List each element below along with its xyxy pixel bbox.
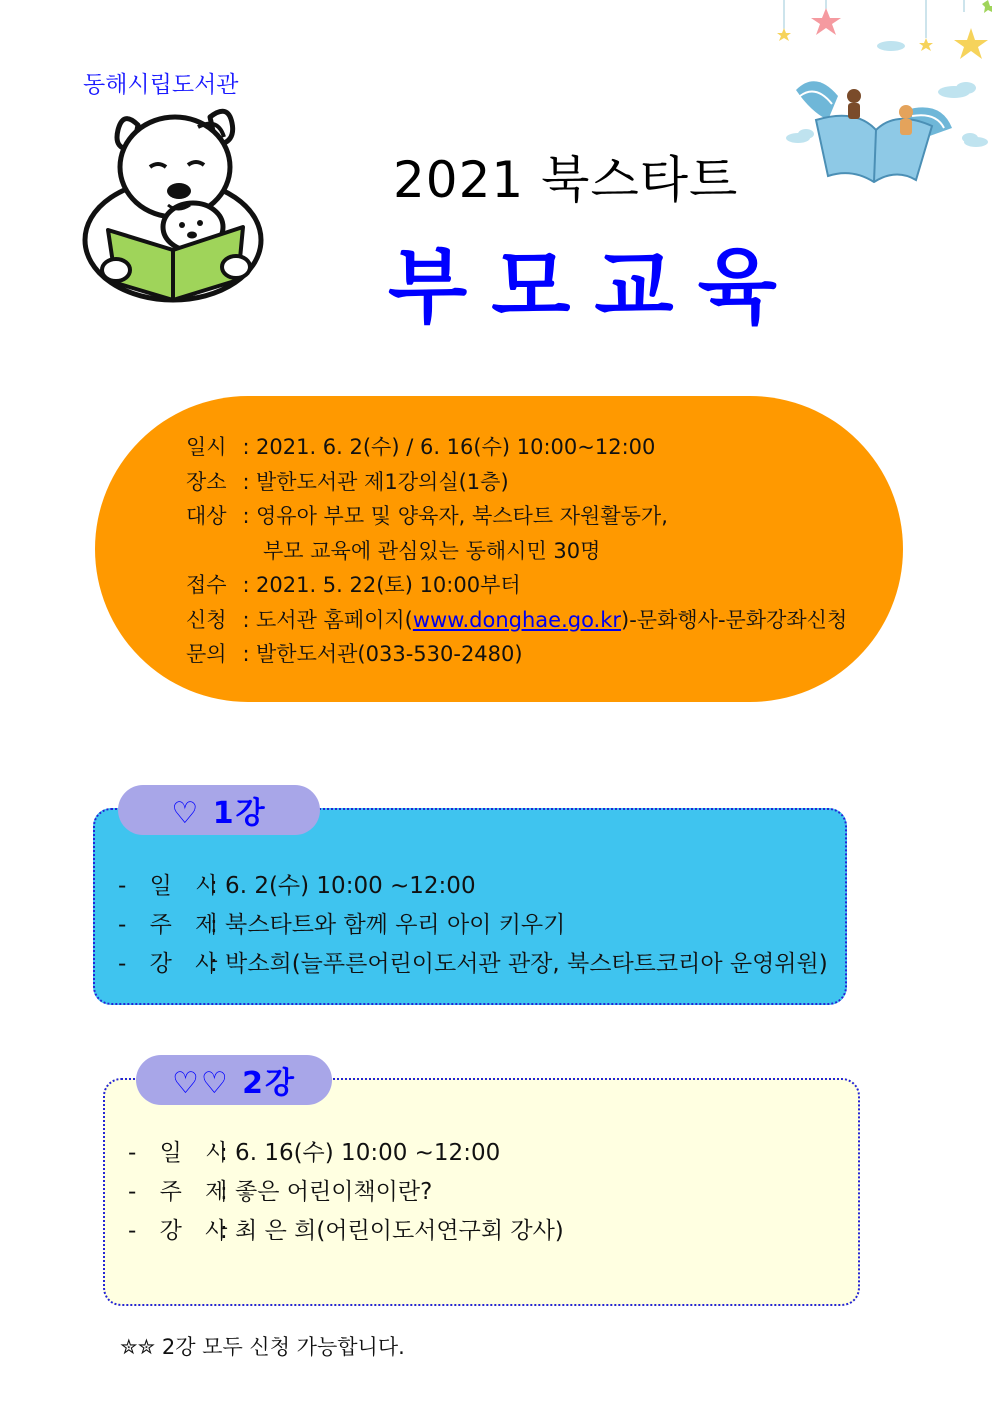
organization-name: 동해시립도서관 [83,72,239,98]
bear-reading-illustration [78,105,268,305]
info-row-contact: 문의 : 발한도서관(033-530-2480) [186,642,523,666]
lecture1-details [118,867,828,984]
lecture1-instructor: - 강 사: 박소희(늘푸른어린이도서관 관장, 북스타트코리아 운영위원) [118,951,828,977]
info-row-date: 일시 : 2021. 6. 2(수) / 6. 16(수) 10:00~12:00 [186,435,656,459]
lecture1-badge: ♡ 1강 [118,785,320,835]
lecture2-details [128,1134,564,1251]
lecture2-badge: ♡♡ 2강 [136,1055,332,1105]
footer-note: ✮✮ 2강 모두 신청 가능합니다. [120,1335,405,1359]
lecture2-instructor: - 강 사: 최 은 희(어린이도서연구회 강사) [128,1218,564,1244]
info-row-apply: 신청 : 도서관 홈페이지(www.donghae.go.kr)-문화행사-문화강좌신청 [186,607,848,632]
info-row-place: 장소 : 발한도서관 제1강의실(1층) [186,469,509,494]
event-info-list [186,430,847,672]
info-row-target: 대상 : 영유아 부모 및 양육자, 북스타트 자원활동가, [186,504,668,528]
info-row-registration: 접수 : 2021. 5. 22(토) 10:00부터 [186,573,521,597]
homepage-link[interactable]: www.donghae.go.kr [412,607,622,632]
lecture2-date: - 일 시: 6. 16(수) 10:00 ~12:00 [128,1140,501,1166]
lecture1-date: - 일 시: 6. 2(수) 10:00 ~12:00 [118,873,476,899]
title-line2: 부모교육 [388,240,801,335]
title-line1: 2021 북스타트 [393,151,739,209]
lecture1-topic: - 주 제: 북스타트와 함께 우리 아이 키우기 [118,912,566,938]
flying-book-illustration [756,0,992,200]
lecture2-topic: - 주 제: 좋은 어린이책이란? [128,1179,433,1205]
info-row-target-continued: 부모 교육에 관심있는 동해시민 30명 [263,538,601,563]
